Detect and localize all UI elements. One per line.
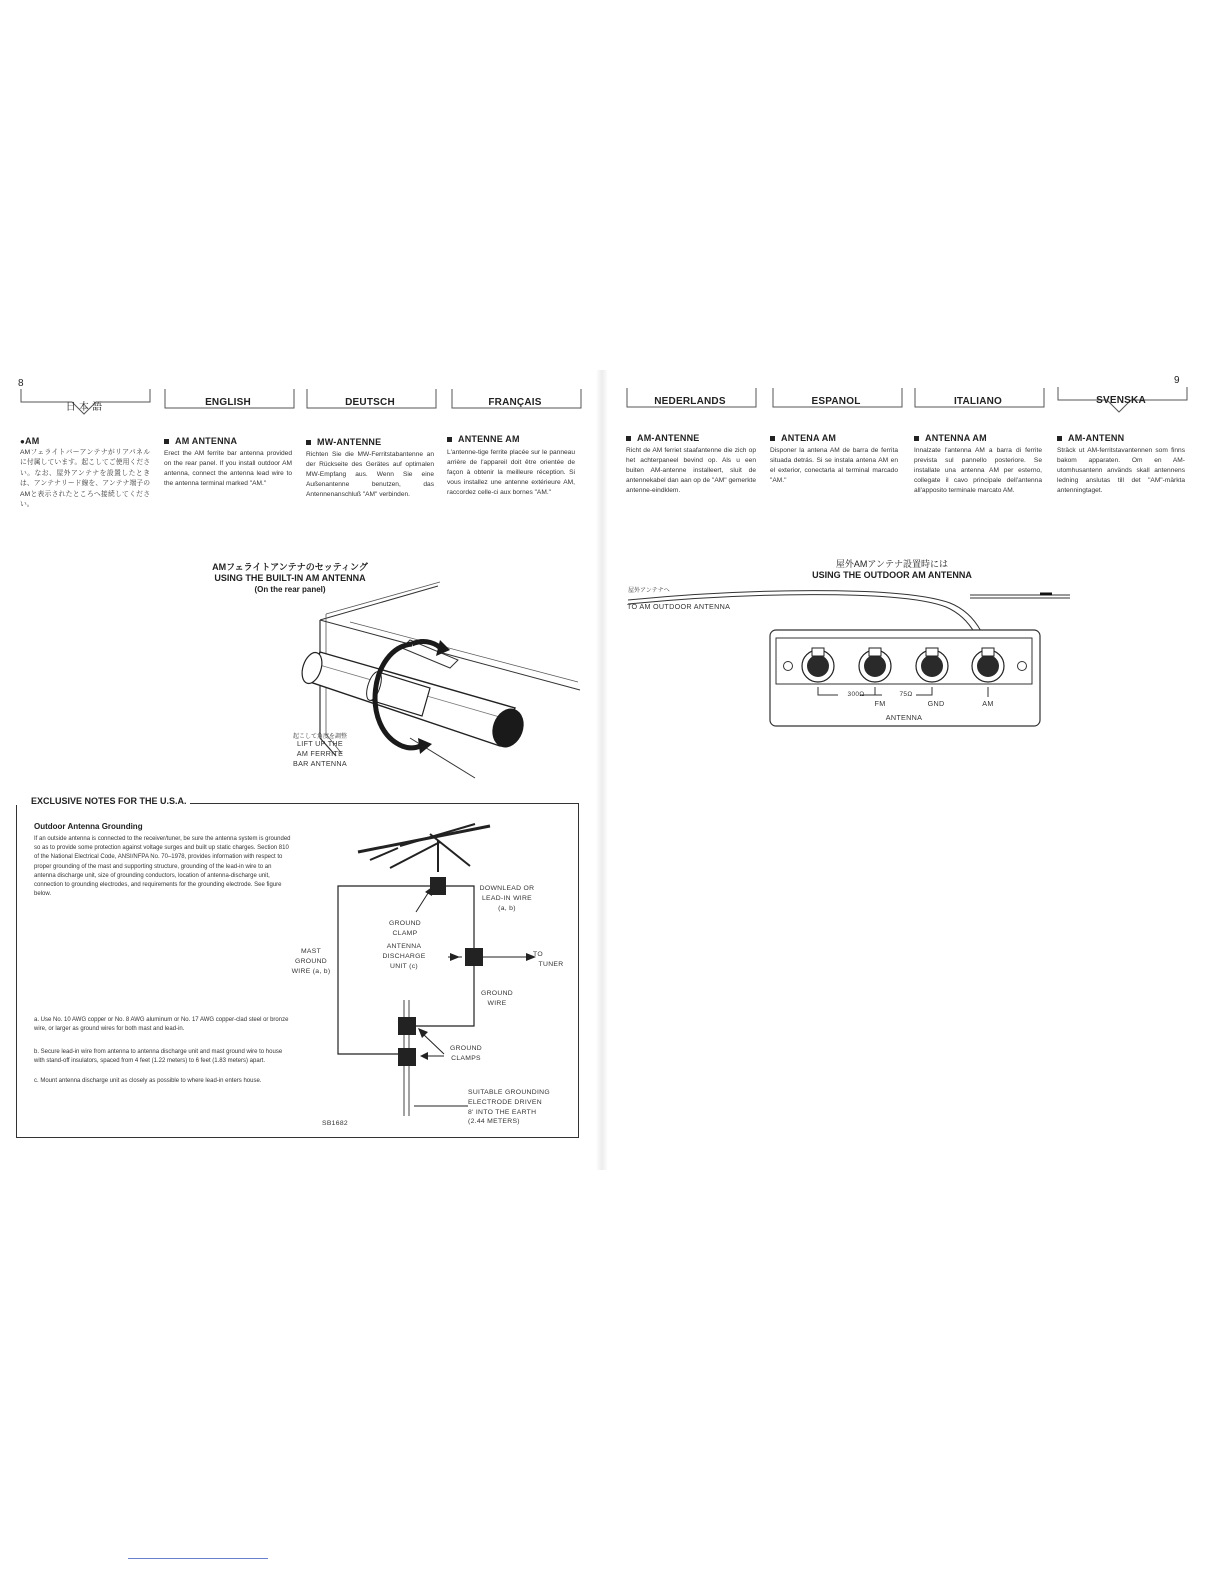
discharge-unit-label bbox=[376, 942, 432, 971]
section-heading-nl: AM-ANTENNE bbox=[626, 433, 700, 443]
tab-label: NEDERLANDS bbox=[654, 396, 726, 407]
diagram-label-line: CLAMPS bbox=[451, 1054, 481, 1062]
mast-ground-wire-label bbox=[288, 947, 334, 976]
diagram-label-line: GROUND bbox=[449, 1045, 482, 1052]
terminal-am-label: AM bbox=[982, 699, 994, 708]
to-tuner-label bbox=[533, 950, 569, 970]
terminal-75-ohm-label: 75Ω bbox=[899, 691, 913, 698]
diagram-label-line: TO bbox=[533, 951, 543, 958]
diagram-label-line: ANTENNA bbox=[386, 943, 422, 950]
section-heading-sv: AM-ANTENN bbox=[1057, 433, 1124, 443]
page-number-right: 9 bbox=[1174, 375, 1180, 386]
usa-notes-note-c: c. Mount antenna discharge unit as closely as possible to where lead-in enters house. bbox=[34, 1078, 262, 1084]
diagram-label-line: DOWNLEAD OR bbox=[479, 885, 535, 892]
figure-outdoor-title-en: USING THE OUTDOOR AM ANTENNA bbox=[812, 570, 972, 580]
ground-wire-label bbox=[474, 989, 520, 1009]
usa-notes-note-a: a. Use No. 10 AWG copper or No. 8 AWG aluminum or No. 17 AWG copper-clad steel or bronze wire, or larger as ground wires for both mast and lead-in. bbox=[34, 1017, 289, 1033]
tab-italiano bbox=[914, 387, 1042, 415]
page-number-left: 8 bbox=[18, 378, 24, 389]
usa-notes-title: EXCLUSIVE NOTES FOR THE U.S.A. bbox=[28, 796, 190, 806]
tab-japanese bbox=[20, 388, 148, 416]
page-spread-gutter bbox=[596, 370, 608, 1170]
diagram-label-line: MAST bbox=[300, 948, 322, 955]
diagram-label-line: ELECTRODE DRIVEN bbox=[468, 1098, 542, 1106]
lift-label bbox=[270, 739, 370, 769]
section-heading-ja: ●AM bbox=[20, 436, 40, 446]
diagram-label-line: LEAD-IN WIRE bbox=[481, 894, 533, 902]
section-text-de: Richten Sie die MW-Ferritstabantenne an der Rückseite des Gerätes auf optimalen MW-Empfang aus. Wenn Sie eine Außenantenne benutzen, das Antennenanschluß "AM" verbinden. bbox=[306, 451, 434, 498]
diagram-label-line: GROUND bbox=[294, 957, 327, 965]
section-text-ja: AMフェライトバーアンテナがリアパネルに付属しています。起こしてご使用ください。なお、屋外アンテナを設置したときは、アンテナリード線を、アンテナ端子のAMと表示されたところへ接続してください。 bbox=[20, 449, 150, 509]
figure-outdoor-title-jp: 屋外AMアンテナ設置時には bbox=[835, 559, 949, 569]
grounding-diagram bbox=[300, 820, 576, 1120]
tab-label: 日 本 語 bbox=[65, 402, 103, 413]
tab-label: ENGLISH bbox=[205, 397, 251, 408]
diagram-label-line: TUNER bbox=[538, 960, 564, 968]
bottom-link-line bbox=[128, 1558, 268, 1559]
antenna-panel-label: ANTENNA bbox=[885, 713, 923, 722]
diagram-label-line: WIRE (a, b) bbox=[291, 967, 331, 975]
diagram-label-line: GROUND bbox=[480, 990, 513, 997]
tab-nederlands bbox=[626, 387, 754, 415]
figure-builtin-subtitle: (On the rear panel) bbox=[254, 585, 326, 594]
diagram-label-line: (2.44 METERS) bbox=[468, 1118, 520, 1126]
lift-label-jp: 起こして角度を調整 bbox=[292, 734, 347, 740]
diagram-label-line: 8' INTO THE EARTH bbox=[468, 1108, 537, 1116]
downlead-label bbox=[470, 884, 544, 913]
section-text-it: Innalzate l'antenna AM a barra di ferrite prevista sul pannello posteriore. Se installate una antenna AM per esterno, collegate il cavo principale dell'antenna all'apposito terminale marcato AM. bbox=[914, 447, 1042, 494]
diagram-label-line: CLAMP bbox=[392, 929, 418, 937]
ground-clamps-label bbox=[443, 1044, 489, 1064]
terminal-300-ohm-label: 300Ω bbox=[847, 691, 865, 698]
outdoor-lead-label-jp: 屋外アンテナへ bbox=[628, 588, 670, 594]
diagram-code: SB1682 bbox=[322, 1120, 348, 1127]
lift-label-line: LIFT UP THE bbox=[296, 739, 344, 748]
tab-label: DEUTSCH bbox=[345, 397, 395, 408]
section-heading-it: ANTENNA AM bbox=[914, 433, 987, 443]
figure-builtin-title-en: USING THE BUILT-IN AM ANTENNA bbox=[214, 573, 366, 583]
outdoor-lead-label: TO AM OUTDOOR ANTENNA bbox=[627, 602, 731, 611]
tab-label: ITALIANO bbox=[953, 396, 1003, 407]
terminal-gnd-label: GND bbox=[927, 699, 945, 708]
terminal-fm-label: FM bbox=[874, 699, 886, 708]
diagram-label-line: WIRE bbox=[487, 999, 507, 1007]
tab-svenska bbox=[1057, 386, 1185, 414]
section-text-en: Erect the AM ferrite bar antenna provided on the rear panel. If you install outdoor AM antenna, connect the antenna lead wire to the antenna terminal marked "AM." bbox=[164, 450, 292, 487]
usa-notes-note-b: b. Secure lead-in wire from antenna to antenna discharge unit and mast ground wire to house with stand-off insulators, spaced from 4 feet (1.22 meters) to 6 feet (1.83 meters) apart. bbox=[34, 1049, 283, 1065]
tab-francais bbox=[451, 388, 579, 416]
diagram-label-line: (a, b) bbox=[498, 904, 516, 912]
diagram-label-line: SUITABLE GROUNDING bbox=[468, 1089, 550, 1096]
section-text-es: Disponer la antena AM de barra de ferrita situada detrás. Si se instala antena AM en el exterior, conectarla al terminal marcado "AM." bbox=[770, 447, 898, 484]
diagram-label-line: UNIT (c) bbox=[390, 962, 418, 970]
usa-notes-heading: Outdoor Antenna Grounding bbox=[34, 822, 143, 831]
ground-clamp-label bbox=[380, 919, 430, 939]
grounding-electrode-label bbox=[468, 1088, 568, 1127]
section-heading-es: ANTENA AM bbox=[770, 433, 836, 443]
tab-label: FRANÇAIS bbox=[488, 397, 542, 408]
section-text-sv: Sträck ut AM-ferritstavantennen som finns bakom apparaten. Om en AM-utomhusantenn används skall antennens ledning anslutas till det "AM"-märkta antenningtaget. bbox=[1057, 447, 1185, 494]
lift-label-line: AM FERRITE bbox=[296, 749, 344, 758]
section-text-nl: Richt de AM ferriet staafantenne die zich op het achterpaneel bevind op. Als u een buiten AM-antenne installeert, sluit de antennekabel dan aan op de "AM" gemerkte antenne-eindklem. bbox=[626, 447, 756, 494]
tab-english bbox=[164, 388, 292, 416]
section-heading-fr: ANTENNE AM bbox=[447, 434, 520, 444]
figure-builtin-title-jp: AMフェライトアンテナのセッティング bbox=[212, 562, 368, 572]
lift-label-line: BAR ANTENNA bbox=[292, 759, 348, 768]
diagram-label-line: DISCHARGE bbox=[382, 952, 426, 960]
tab-deutsch bbox=[306, 388, 434, 416]
section-text-fr: L'antenne-tige ferrite placée sur le panneau arrière de l'appareil doit être orientée de façon à obtenir la meilleure réception. Si vous installez une antenne extérieure AM, raccordez celle-ci aux bornes "AM." bbox=[447, 449, 575, 496]
diagram-label-line: GROUND bbox=[388, 920, 421, 927]
section-heading-en: AM ANTENNA bbox=[164, 436, 237, 446]
tab-label: SVENSKA bbox=[1096, 395, 1146, 406]
tab-label: ESPANOL bbox=[811, 396, 861, 407]
section-heading-de: MW-ANTENNE bbox=[306, 437, 381, 447]
usa-notes-intro: If an outside antenna is connected to the receiver/tuner, be sure the antenna system is grounded so as to provide some protection against voltage surges and built up static charges. Section 810 of the National Electrical Code, ANSI/NFPA No. 70–1978, provides information with respect to proper grounding of the mast and supporting structure, grounding of the lead-in wire to an antenna discharge unit, size of grounding conductors, location of antenna-discharge unit, connection to grounding electrodes, and requirements for the grounding electrode. See figure below. bbox=[34, 836, 291, 898]
tab-espanol bbox=[772, 387, 900, 415]
outdoor-antenna-panel-illustration bbox=[620, 575, 1080, 735]
